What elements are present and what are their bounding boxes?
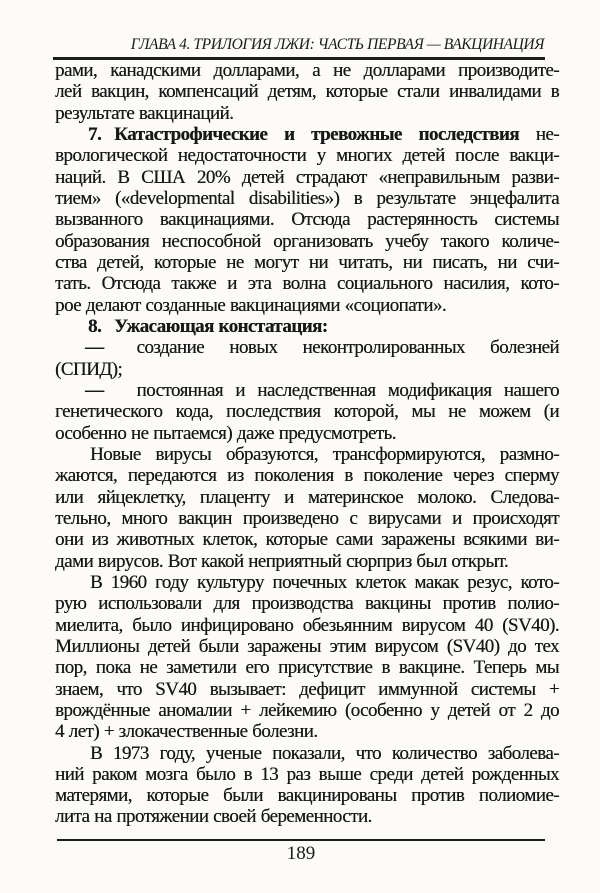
- text-line: ства детей, которые не могут ни читать, ни писать, ни счи-: [55, 251, 559, 273]
- text-line: генетического кода, последствия которой, мы не можем (и: [55, 401, 559, 423]
- page-number: 189: [286, 843, 316, 864]
- text-line: ний раком мозга было в 13 раз выше среди детей рожденных: [55, 763, 559, 785]
- text-line: лей вакцин, компенсаций детям, которые стали инвалидами в: [55, 81, 559, 103]
- text-line: или яйцеклетку, плаценту и материнское молоко. Следова-: [55, 486, 559, 508]
- bold-text-segment: 8.: [88, 315, 102, 337]
- text-line: [55, 124, 559, 145]
- text-line: тием» («developmental disabilities») в результате энцефалита: [55, 187, 559, 209]
- bold-text-segment: 7.: [88, 123, 102, 145]
- text-line: тать. Отсюда также и эта волна социального насилия, кото-: [55, 273, 559, 295]
- text-line: результате вакцинаций.: [55, 102, 234, 124]
- text-line: рую использовали для производства вакцины против полио-: [55, 593, 559, 615]
- text-segment: не-: [519, 123, 559, 145]
- page-body: [55, 60, 559, 828]
- paragraph: [55, 124, 559, 316]
- text-line: пор, пока не заметили его присутствие в вакцине. Теперь мы: [55, 657, 559, 679]
- text-line: матерями, которые были вакцинированы против полиомие-: [55, 785, 559, 807]
- text-line: жаются, передаются из поколения в поколение через сперму: [55, 465, 559, 487]
- text-line: миелита, было инфицировано обезьянним вирусом 40 (SV40).: [55, 614, 559, 636]
- paragraph: [55, 60, 559, 124]
- text-line: лита на протяжении своей беременности.: [55, 806, 372, 828]
- text-line: Новые вирусы образуются, трансформируются, размно-: [90, 443, 559, 465]
- text-line: они из животных клеток, которые сами заражены всякими ви-: [55, 529, 559, 551]
- text-line: наций. В США 20% детей страдают «неправильным разви-: [55, 166, 559, 188]
- text-line: врождённые аномалии + лейкемию (особенно у детей от 2 до: [55, 699, 559, 721]
- text-line: 4 лет) + злокачественные болезни.: [55, 721, 318, 743]
- paragraph: [55, 380, 559, 444]
- text-line: особенно не пытаемся) даже предусмотреть.: [55, 422, 396, 444]
- bold-text-segment: —: [85, 379, 104, 401]
- bold-text-segment: Катастрофические и тревожные последствия: [114, 123, 520, 145]
- paragraph: [55, 316, 559, 337]
- bold-text-segment: Ужасающая констатация:: [114, 315, 328, 337]
- text-line: рами, канадскими долларами, а не долларами производите-: [55, 60, 559, 81]
- text-line: Миллионы детей были заражены этим вирусом (SV40) до тех: [55, 635, 559, 657]
- text-line: [55, 380, 559, 401]
- text-line: врологической недостаточности у многих детей после вакци-: [55, 145, 559, 167]
- text-segment: создание новых неконтролированных болезней: [136, 337, 559, 359]
- paragraph: [55, 444, 559, 572]
- text-line: В 1960 году культуру почечных клеток макак резус, кото-: [90, 571, 559, 593]
- text-line: (СПИД);: [55, 358, 123, 380]
- text-line: рое делают созданные вакцинациями «социопати».: [55, 294, 447, 316]
- text-line: образования неспособной организовать учебу такого количе-: [55, 230, 559, 252]
- text-line: В 1973 году, ученые показали, что количество заболева-: [90, 742, 559, 764]
- running-header: ГЛАВА 4. ТРИЛОГИЯ ЛЖИ: ЧАСТЬ ПЕРВАЯ — ВАКЦИНАЦИЯ: [130, 36, 544, 53]
- text-line: [55, 316, 559, 337]
- paragraph: [55, 743, 559, 828]
- text-line: тельно, много вакцин произведено с вирусами и происходят: [55, 507, 559, 529]
- bold-text-segment: —: [85, 337, 104, 359]
- text-line: вызванного вакцинациями. Отсюда растерянность системы: [55, 209, 559, 231]
- text-line: знаем, что SV40 вызывает: дефицит иммунной системы +: [55, 678, 559, 700]
- paragraph: [55, 572, 559, 743]
- footer-rule: [57, 839, 545, 841]
- text-line: дами вирусов. Вот какой неприятный сюрприз был открыт.: [55, 550, 509, 572]
- text-segment: постоянная и наследственная модификация нашего: [136, 379, 559, 401]
- paragraph: [55, 337, 559, 380]
- text-line: [55, 337, 559, 358]
